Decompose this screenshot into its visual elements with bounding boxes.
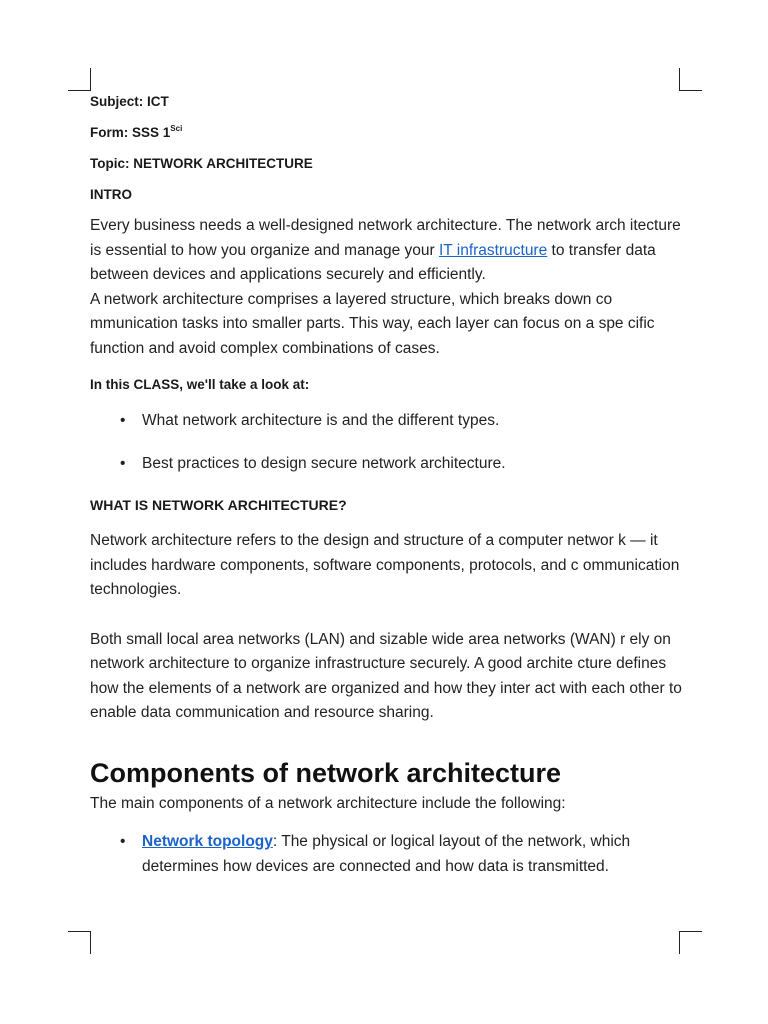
- crop-mark-top-left: [68, 68, 91, 91]
- intro-p1-text-end: to transfer data between devices and applications securely and efficiently.: [90, 241, 656, 283]
- intro-p1-text-start: Every business needs a well-designed network architecture. The network arch itecture is essential to how you organize and manage your: [90, 217, 681, 259]
- component-description: : The physical or logical layout of the network, which determines how devices are connected and how data is transmitted.: [142, 833, 631, 875]
- what-is-heading: WHAT IS NETWORK ARCHITECTURE?: [90, 497, 347, 513]
- list-item: [142, 830, 690, 879]
- list-item: • What network architecture is and the different types.: [142, 409, 690, 433]
- form-line: [90, 123, 690, 143]
- components-heading: Components of network architecture: [90, 757, 562, 788]
- list-item: • Best practices to design secure network architecture.: [142, 452, 690, 476]
- intro-paragraph-2: A network architecture comprises a layered structure, which breaks down co mmunication tasks into smaller parts. This way, each layer can focus on a spe cific function and avoid complex combinations of cases.: [90, 290, 655, 357]
- intro-paragraph-1: [90, 214, 690, 288]
- form-superscript: Sci: [170, 124, 183, 133]
- what-is-paragraph-1: Network architecture refers to the design and structure of a computer networ k — it includes hardware components, software components, protocols, and c ommunication technologies.: [90, 532, 680, 598]
- components-intro: The main components of a network architecture include the following:: [90, 794, 566, 812]
- class-overview-list: [90, 409, 690, 476]
- document-page: [90, 92, 690, 879]
- it-infrastructure-link[interactable]: IT infrastructure: [438, 241, 548, 259]
- intro-heading: INTRO: [90, 187, 132, 202]
- topic-line: Topic: NETWORK ARCHITECTURE: [90, 156, 313, 171]
- form-text: Form: SSS 1: [90, 125, 171, 140]
- crop-mark-top-right: [679, 68, 702, 91]
- network-topology-link[interactable]: Network topology: [142, 833, 273, 850]
- class-overview-lead: In this CLASS, we'll take a look at:: [90, 377, 310, 392]
- subject-line: Subject: ICT: [90, 94, 169, 109]
- crop-mark-bottom-left: [68, 931, 91, 954]
- crop-mark-bottom-right: [679, 931, 702, 954]
- what-is-paragraph-2: Both small local area networks (LAN) and sizable wide area networks (WAN) r ely on network architecture to organize infrastructure securely. A good archite cture defines how the elements of a network are organized and how they inter act with each other to enable data communication and resource sharing.: [90, 630, 682, 721]
- components-list: [90, 830, 690, 879]
